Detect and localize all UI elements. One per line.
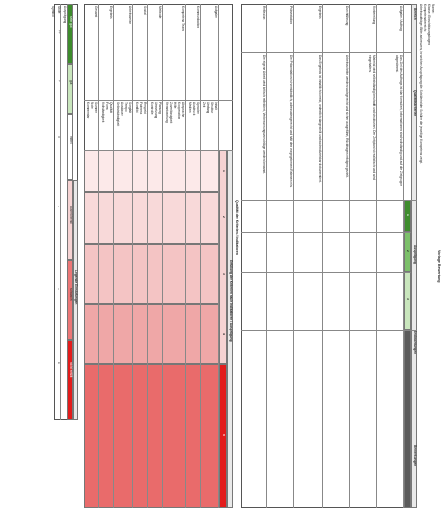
- legend-level: gut: [69, 80, 73, 85]
- row-divider: [322, 4, 323, 508]
- group-item: Note: [90, 102, 94, 109]
- scale-column-5: [84, 364, 227, 508]
- row-area: Durchführung: [345, 6, 349, 26]
- row-area: Ergebnis: [318, 6, 322, 19]
- group-divider: [185, 4, 186, 508]
- group-name: Kommunikation: [196, 6, 200, 28]
- legend-level-cell: [67, 114, 73, 180]
- legend-level: mittel: [69, 136, 73, 144]
- group-name: Aufgabe: [214, 6, 218, 18]
- group-item: Tempo: [124, 102, 128, 112]
- legend-value: --: [57, 288, 61, 291]
- group-item: Planung: [158, 102, 162, 114]
- header-line-1: Name:: [431, 4, 435, 14]
- row-divider: [266, 4, 267, 508]
- group-item: Verantwortung: [165, 102, 169, 123]
- header-line-2: Klasse: Einschätzungsbogen: [427, 4, 431, 45]
- group-item: Fairness: [139, 102, 143, 115]
- scale-column-5-top: [219, 364, 227, 508]
- legend-level-cell: [67, 64, 73, 114]
- scale-label-1: [406, 214, 410, 216]
- row-area: Vorbereitung: [372, 6, 376, 25]
- row-criteria: Die Präsentation ist verständlich, adressatengerecht und hält den vorgegebenen Rahmen ein.: [289, 55, 293, 188]
- row-criteria: Das Ergebnis ist inhaltlich korrekt, ordentlich dargestellt und nachvollziehbar dokumentiert.: [318, 55, 322, 183]
- legend-row-label: Stufe: [57, 6, 61, 14]
- group-name: Kompetenz Team: [181, 6, 185, 31]
- sheet-title: Vorlage Bewertung: [437, 250, 441, 283]
- group-item: Selbstständigkeit: [116, 102, 120, 127]
- scale-num-1: [221, 170, 225, 172]
- group-item: Umsetzung: [154, 102, 158, 119]
- scale-label-2: [406, 250, 410, 252]
- group-item: Form: [105, 102, 109, 110]
- legend-level: schwach: [69, 288, 73, 301]
- scale-cell-dark: [404, 330, 411, 508]
- group-divider: [147, 4, 148, 508]
- col-header-remarks: Bemerkungen: [413, 445, 417, 467]
- group-name: Arbeitsweise: [128, 6, 132, 25]
- group-item: Hilfe: [173, 102, 177, 109]
- group-item: Zeit: [202, 102, 206, 108]
- group-item: Struktur: [210, 102, 214, 114]
- group-divider: [200, 4, 201, 508]
- legend-level: nicht erfüllt: [69, 362, 73, 378]
- scale-column-4: [84, 304, 227, 364]
- legend-value: [56, 206, 60, 207]
- group-item: Respekt: [143, 102, 147, 114]
- row-area: Aufgabe / Auftrag: [399, 6, 403, 31]
- scale-num-3: [221, 273, 225, 275]
- col-header-observations: Beobachtungen: [413, 330, 417, 355]
- group-item: Inhalt: [214, 102, 218, 110]
- divider: [241, 330, 417, 331]
- group-item: Summe: [94, 102, 98, 113]
- group-item: Sprache: [196, 102, 200, 114]
- group-item: Konflikt: [135, 102, 139, 113]
- legend-level: sehr gut: [69, 16, 73, 28]
- scale-column-3: [84, 244, 227, 304]
- group-name: Gesamt: [94, 6, 98, 18]
- group-divider: [113, 4, 114, 508]
- row-criteria: Material wird selbstständig beschafft und strukturiert. Der Zeitplan ist realistisch und wird eingehalten.: [368, 55, 376, 180]
- group-item: Qualität: [109, 102, 113, 113]
- row-divider: [376, 4, 377, 508]
- scale-num-2: [221, 216, 225, 218]
- scale-cell-1: [404, 200, 411, 232]
- indicator-col-header: Erfüllung der Kriterien nach Indikatoren / Ausprägung: [229, 260, 233, 342]
- header-line-3: Kompetenzbereich:: [423, 4, 427, 32]
- legend-row-label: Symbol: [51, 6, 55, 17]
- legend-level-cell: [67, 340, 73, 420]
- scale-top-band: [219, 150, 227, 364]
- legend-title: Legende Einstufungen: [74, 270, 79, 305]
- group-divider: [218, 4, 219, 508]
- row-area: Präsentation: [289, 6, 293, 24]
- legend-value: ++: [57, 30, 61, 34]
- bottom-section-title: Qualität der Kriterien / Indikatoren: [235, 200, 239, 255]
- row-divider: [349, 4, 350, 508]
- row-area: Reflexion: [262, 6, 266, 20]
- group-divider: [98, 4, 99, 508]
- scale-label-3: [406, 298, 410, 300]
- group-item: Vollständigkeit: [101, 102, 105, 123]
- legend-level-cell: [67, 4, 73, 64]
- group-item: Kommentar: [86, 102, 90, 119]
- divider: [241, 200, 417, 201]
- divider: [84, 100, 233, 101]
- row-divider: [293, 4, 294, 508]
- row-divider: [403, 4, 404, 508]
- row-criteria: Die eigene Arbeit wird kritisch reflektiert, Verbesserungsvorschläge werden benannt.: [262, 55, 266, 174]
- group-item: Absprache: [181, 102, 185, 118]
- group-name: Sozial: [143, 6, 147, 15]
- group-divider: [162, 4, 163, 508]
- group-item: Medien: [188, 102, 192, 113]
- group-name: Methode: [158, 6, 162, 19]
- group-item: Ausdruck: [192, 102, 196, 116]
- scale-cell-2: [404, 232, 411, 272]
- scale-cell-3: [404, 272, 411, 330]
- col-header-area: Bereich: [413, 8, 417, 20]
- row-criteria: Arbeitsschritte werden sachgerecht und sicher ausgeführt, Rückfragen erfolgen gezielt.: [345, 55, 349, 178]
- group-item: Ausdauer: [120, 102, 124, 116]
- group-item: Kontrolle: [150, 102, 154, 115]
- group-item: Zuverlässigkeit: [169, 102, 173, 124]
- group-name: Ergebnis: [109, 6, 113, 19]
- group-item: Kooperation: [177, 102, 181, 120]
- legend-row-label: Ausprägung: [63, 6, 67, 24]
- row-criteria: Das Ziel des Auftrags ist klar formuliert, Informationen sind vollständig und auf die Zielgruppe abgestimmt.: [395, 55, 403, 187]
- col-header-level: Ausprägung: [413, 245, 417, 264]
- col-header-criteria: Qualitätskriterien: [413, 90, 417, 117]
- scale-column-1: [84, 150, 227, 192]
- instruction-text: Arbeitsaufträge: Bitte ankreuzen, in welcher Ausprägung die Schülerin/der Schüler die jeweilige Kompetenz zeigt.: [419, 4, 423, 164]
- scale-num-5: [221, 434, 225, 436]
- group-divider: [132, 4, 133, 508]
- scale-column-2: [84, 192, 227, 244]
- group-item: Sorgfalt: [128, 102, 132, 113]
- legend-value: [56, 362, 60, 364]
- legend-value: [56, 80, 60, 82]
- group-item: Umfang: [206, 102, 210, 114]
- scale-num-4: [221, 333, 225, 335]
- legend-value: [56, 136, 60, 138]
- divider: [84, 150, 233, 151]
- legend-level: ausreichend: [69, 206, 73, 224]
- legend-divider: [60, 4, 61, 420]
